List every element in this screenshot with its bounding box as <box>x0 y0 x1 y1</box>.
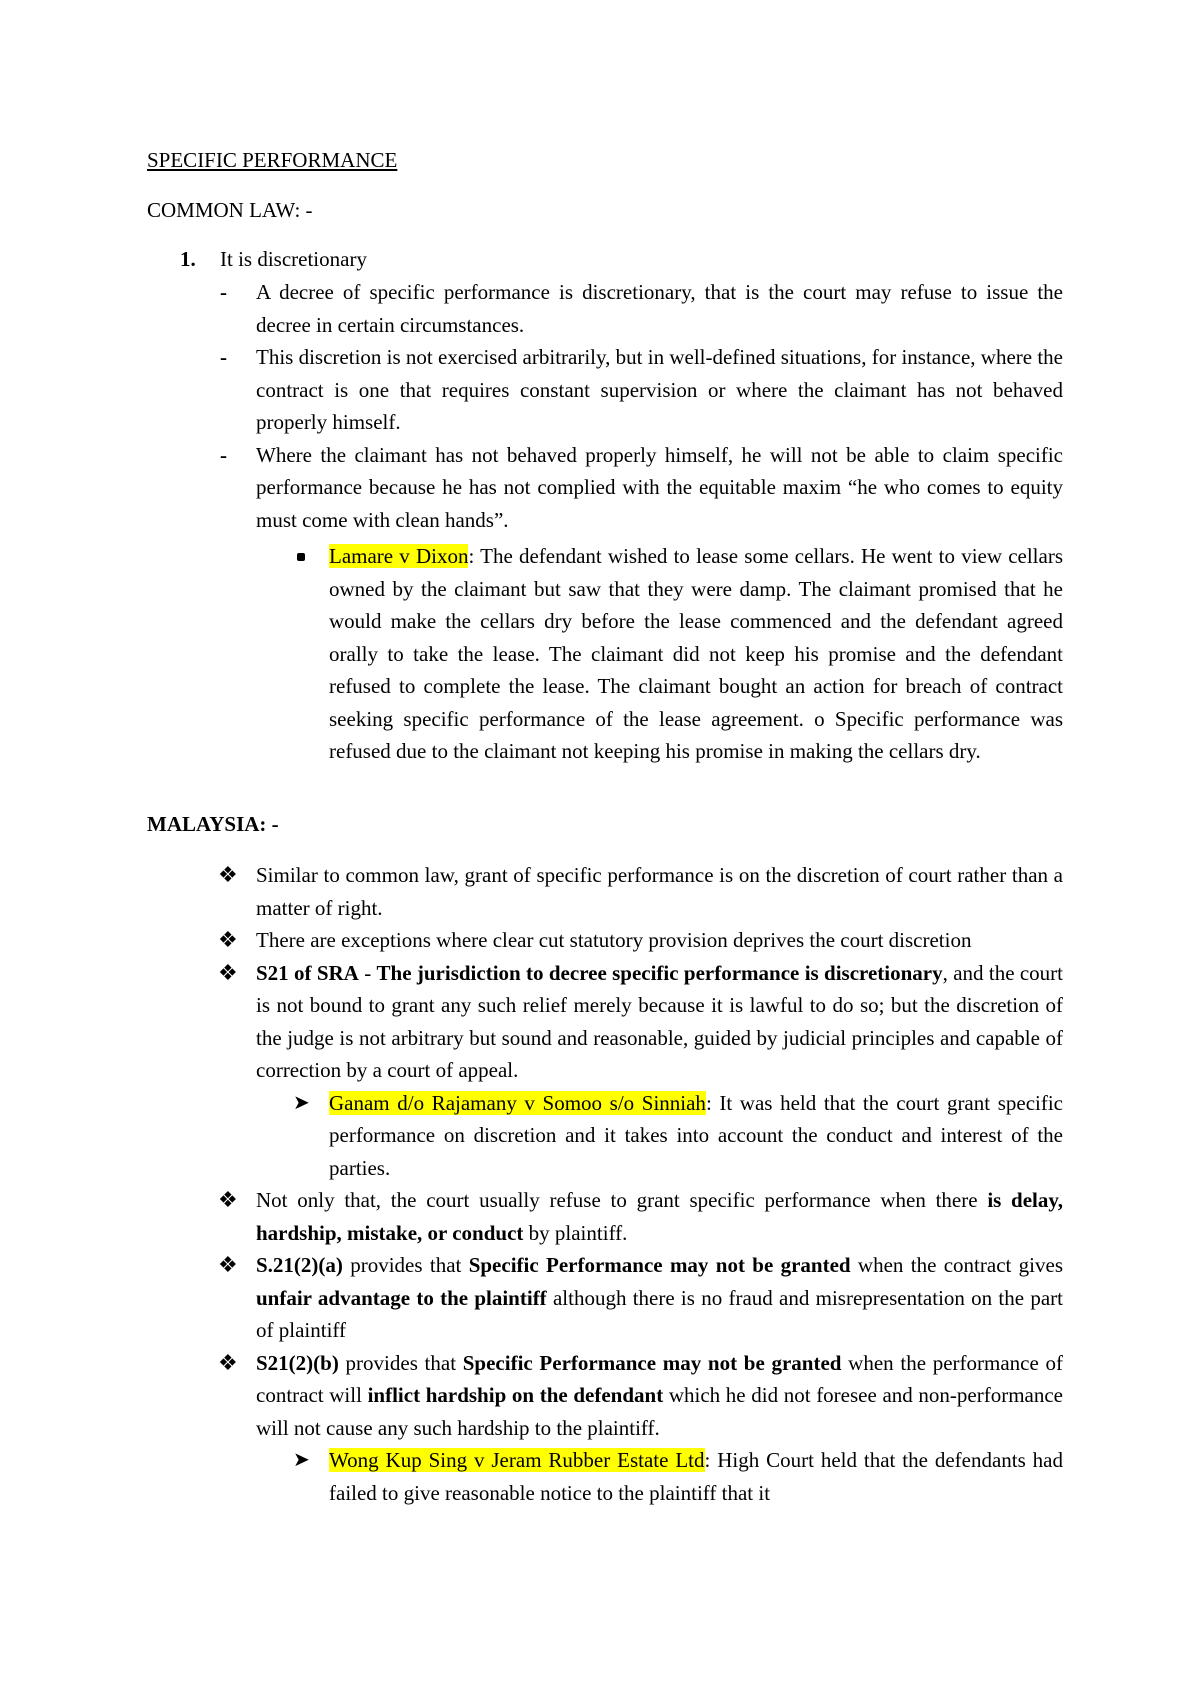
case-item <box>293 1087 1063 1185</box>
item-text: when the performance of contract will <box>256 1350 1064 1407</box>
case-item <box>329 540 1063 768</box>
point-text: It is discretionary <box>220 247 367 271</box>
diamond-bullet-icon: ❖ <box>218 1187 238 1212</box>
malaysia-item <box>218 1347 1064 1445</box>
bold-text: S21 of SRA <box>256 960 359 985</box>
document-title: SPECIFIC PERFORMANCE <box>147 148 398 172</box>
bold-text: Specific Performance may not be granted <box>468 1253 851 1277</box>
bold-text: The jurisdiction to decree specific performance is discretionary <box>376 960 943 985</box>
case-lamare-v-dixon <box>329 540 1063 768</box>
dash-item <box>220 276 1063 341</box>
item-text: by plaintiff. <box>523 1220 628 1245</box>
case-text: : The defendant wished to lease some cellars. He went to view cellars owned by the claimant but saw that they were damp. The claimant promised that he would make the cellars dry before the lease commenced and the defendant agreed orally to take the lease. The claimant did not keep his promise and the defendant refused to complete the lease. The claimant bought an action for breach of contract seeking specific performance of the lease agreement. o Specific performance was refused due to the claimant not keeping his promise in making the cellars dry. <box>329 544 1063 763</box>
dash-bullet: - <box>220 280 227 304</box>
malaysia-item <box>218 1184 1063 1249</box>
dash-item <box>220 341 1063 439</box>
diamond-bullet-icon: ❖ <box>218 1349 238 1375</box>
diamond-bullet-icon: ❖ <box>218 862 238 887</box>
bold-text: Specific Performance may not be granted <box>462 1350 842 1375</box>
dash-text: Where the claimant has not behaved properly himself, he will not be able to claim specific performance because he has not complied with the equitable maxim “he who comes to equity must come with clean hands”. <box>256 442 1063 532</box>
square-bullet-icon <box>297 553 305 561</box>
case-name: Wong Kup Sing v Jeram Rubber Estate Ltd <box>329 1448 705 1472</box>
common-law-heading: COMMON LAW: - <box>147 198 313 222</box>
bold-text: S21(2)(b) <box>256 1350 339 1375</box>
dash-text: This discretion is not exercised arbitrarily, but in well-defined situations, for instance, where the contract is one that requires constant supervision or where the claimant has not behaved properly himself. <box>256 345 1063 434</box>
bold-text: S.21(2)(a) <box>256 1253 343 1277</box>
arrow-bullet-icon: ➤ <box>293 1091 310 1114</box>
dash-list <box>220 276 1063 536</box>
malaysia-item <box>218 1249 1063 1347</box>
case-name: Ganam d/o Rajamany v Somoo s/o Sinniah <box>329 1090 706 1115</box>
item-text: which he did not foresee and non-performance will not cause any such hardship to the plaintiff. <box>256 1383 1063 1440</box>
case-item <box>293 1444 1063 1509</box>
malaysia-item <box>218 957 1064 1087</box>
bold-text: unfair advantage to the plaintiff <box>256 1285 547 1310</box>
malaysia-list <box>218 859 1064 1509</box>
case-name: Lamare v Dixon <box>329 544 469 568</box>
diamond-bullet-icon: ❖ <box>218 927 238 952</box>
item-text: Similar to common law, grant of specific performance is on the discretion of court rather than a matter of right. <box>256 863 1063 920</box>
arrow-bullet-icon: ➤ <box>293 1449 310 1471</box>
item-text: provides that <box>338 1350 463 1375</box>
item-text: although there is no fraud and misrepresentation on the part of plaintiff <box>256 1285 1063 1342</box>
malaysia-item <box>218 859 1063 924</box>
item-text: There are exceptions where clear cut statutory provision deprives the court discretion <box>256 928 972 952</box>
diamond-bullet-icon: ❖ <box>218 1252 238 1277</box>
point-number: 1. <box>180 247 196 271</box>
malaysia-item <box>218 924 1063 957</box>
dash-bullet: - <box>220 442 227 467</box>
bold-text: inflict hardship on the defendant <box>367 1383 664 1407</box>
item-text: Not only that, the court usually refuse to grant specific performance when there <box>256 1188 988 1212</box>
diamond-bullet-icon: ❖ <box>218 959 238 985</box>
malaysia-heading: MALAYSIA: - <box>147 812 279 836</box>
point-1-item <box>180 243 1060 276</box>
item-text: when the contract gives <box>850 1253 1063 1277</box>
point-1 <box>180 243 1060 276</box>
item-text: , and the court is not bound to grant any such relief merely because it is lawful to do so; but the discretion of the judge is not arbitrary but sound and reasonable, guided by judicial principles and capable of correction by a court of appeal. <box>256 960 1064 1082</box>
item-text: : It was held that the court grant specific performance on discretion and it takes into account the conduct and interest of the parties. <box>329 1090 1063 1180</box>
item-text: - <box>358 960 377 985</box>
bold-text: is delay, hardship, mistake, or conduct <box>256 1188 1063 1245</box>
dash-text: A decree of specific performance is discretionary, that is the court may refuse to issue the decree in certain circumstances. <box>256 280 1063 337</box>
dash-item <box>220 439 1063 537</box>
dash-bullet: - <box>220 345 227 369</box>
item-text: provides that <box>342 1253 469 1277</box>
item-text: : High Court held that the defendants had failed to give reasonable notice to the plaintiff that it <box>329 1448 1063 1505</box>
